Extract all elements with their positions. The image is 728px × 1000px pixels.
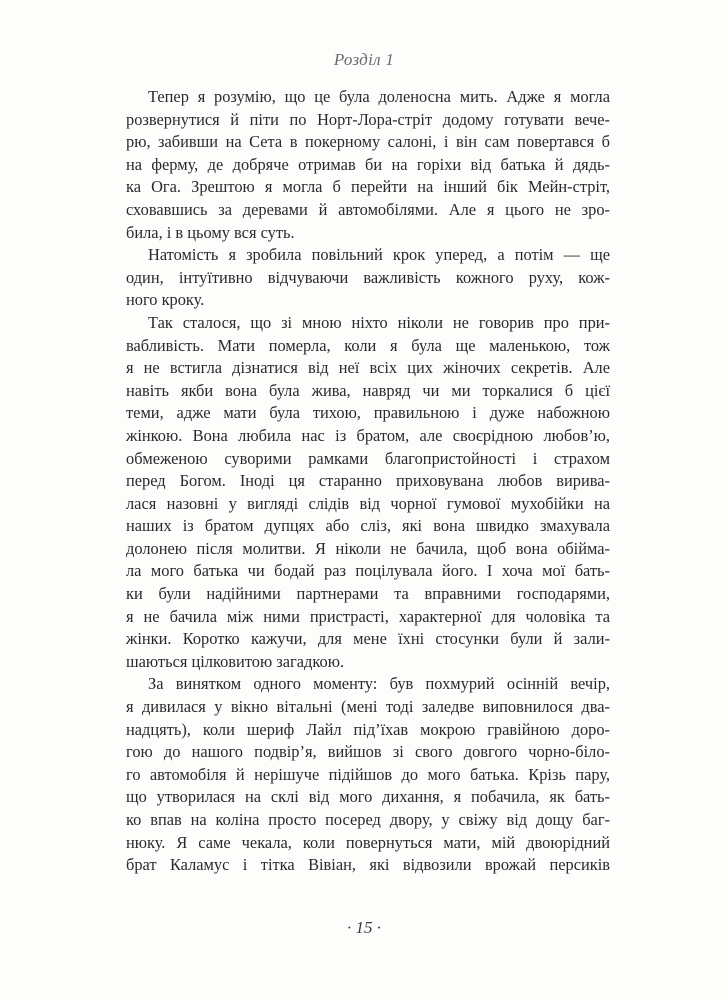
text-line: теми, адже мати була тихою, правильною і дуже набожною (126, 403, 610, 423)
text-line: гою до нашого подвір’я, вийшов зі свого довгого чорно-біло- (126, 742, 610, 762)
text-line: нюку. Я саме чекала, коли повернуться мати, мій двоюрідний (126, 832, 610, 852)
text-line: розвернутися й піти по Норт-Лора-стріт додому готувати вече- (126, 109, 610, 129)
text-line: долонею після молитви. Я ніколи не бачила, щоб вона обійма- (126, 538, 610, 558)
text-line: ного кроку. (126, 290, 205, 310)
text-line: ла мого батька чи бодай раз поцілувала його. І хоча мої бать- (126, 561, 610, 581)
text-line: один, інтуїтивно відчуваючи важливість кожного руху, кож- (126, 267, 610, 287)
text-line: вабливість. Мати померла, коли я була ще маленькою, тож (126, 335, 610, 355)
text-line: я дивилася у вікно вітальні (мені тоді заледве виповнилося два- (126, 697, 610, 717)
body-text (126, 86, 610, 877)
text-line: ки були надійними партнерами та вправними господарями, (126, 584, 610, 604)
text-line: я не встигла дізнатися від неї всіх цих жіночих секретів. Але (126, 358, 610, 378)
text-line: Натомість я зробила повільний крок уперед, а потім — ще (148, 245, 610, 265)
text-line: Так сталося, що зі мною ніхто ніколи не говорив про при- (148, 312, 610, 332)
text-line: шаються цілковитою загадкою. (126, 651, 345, 671)
text-line: го автомобіля й нерішуче підійшов до мого батька. Крізь пару, (126, 764, 610, 784)
text-line: я не бачила між ними пристрасті, характерної для чоловіка та (126, 606, 610, 626)
text-line: рю, забивши на Сета в покерному салоні, і він сам повертався б (126, 132, 610, 152)
text-line: брат Каламус і тітка Вівіан, які відвозили врожай персиків (126, 855, 610, 875)
text-line: жінкою. Вона любила нас із братом, але своєрідною любов’ю, (126, 425, 610, 445)
text-line: перед Богом. Іноді ця старанно приховувана любов вирива- (126, 471, 610, 491)
text-line: За винятком одного моменту: був похмурий осінній вечір, (148, 674, 610, 694)
text-line: била, і в цьому вся суть. (126, 222, 295, 242)
text-line: наших із братом дупцях або сліз, які вона швидко змахувала (126, 516, 610, 536)
text-line: надцять), коли шериф Лайл під’їхав мокрою гравійною доро- (126, 719, 610, 739)
text-line: ка Ога. Зрештою я могла б перейти на інший бік Мейн-стріт, (126, 177, 610, 197)
page-number: · 15 · (347, 918, 381, 937)
text-line: навіть якби вона була жива, навряд чи ми торкалися б цієї (126, 380, 610, 400)
text-line: жінки. Коротко кажучи, для мене їхні стосунки були й зали- (126, 629, 610, 649)
text-line: Тепер я розумію, що це була доленосна мить. Адже я могла (148, 87, 610, 106)
running-head: Розділ 1 (333, 50, 395, 69)
text-line: обмеженою суворими рамками благопристойності і страхом (126, 448, 610, 468)
text-line: сховавшись за деревами й автомобілями. Але я цього не зро- (126, 199, 610, 219)
text-line: ко впав на коліна просто посеред двору, у свіжу від дощу баг- (126, 810, 610, 829)
text-line: на ферму, де добряче отримав би на горіхи від батька й дядь- (126, 154, 610, 174)
text-line: лася назовні у вигляді слідів від чорної гумової мухобійки на (126, 493, 610, 513)
text-line: що утворилася на склі від мого дихання, я побачила, як бать- (126, 787, 610, 807)
